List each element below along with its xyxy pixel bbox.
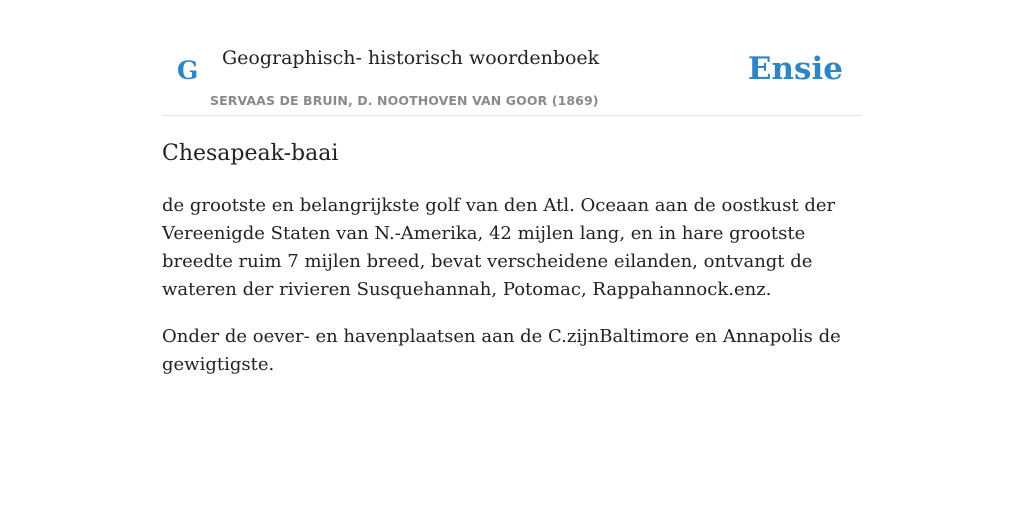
entry-body: [162, 192, 862, 398]
entry-title: Chesapeak-baai: [162, 141, 339, 166]
book-letter-icon[interactable]: G: [177, 56, 199, 85]
book-header: [162, 0, 862, 116]
page: [162, 0, 862, 375]
book-authors: SERVAAS DE BRUIN, D. NOOTHOVEN VAN GOOR (1869): [210, 93, 599, 108]
book-title-link[interactable]: Geographisch- historisch woordenboek: [222, 47, 600, 69]
ensie-logo-link[interactable]: Ensie: [747, 51, 843, 87]
entry-paragraph: Onder de oever- en havenplaatsen aan de C.zijnBaltimore en Annapolis de gewigtigste.: [162, 326, 841, 375]
entry-paragraph: de grootste en belangrijkste golf van den Atl. Oceaan aan de oostkust der Vereenigde Staten van N.-Amerika, 42 mijlen lang, en in hare grootste breedte ruim 7 mijlen breed, bevat verscheidene eilanden, ontvangt de wateren der rivieren Susquehannah, Potomac, Rappahannock.enz.: [162, 195, 836, 300]
